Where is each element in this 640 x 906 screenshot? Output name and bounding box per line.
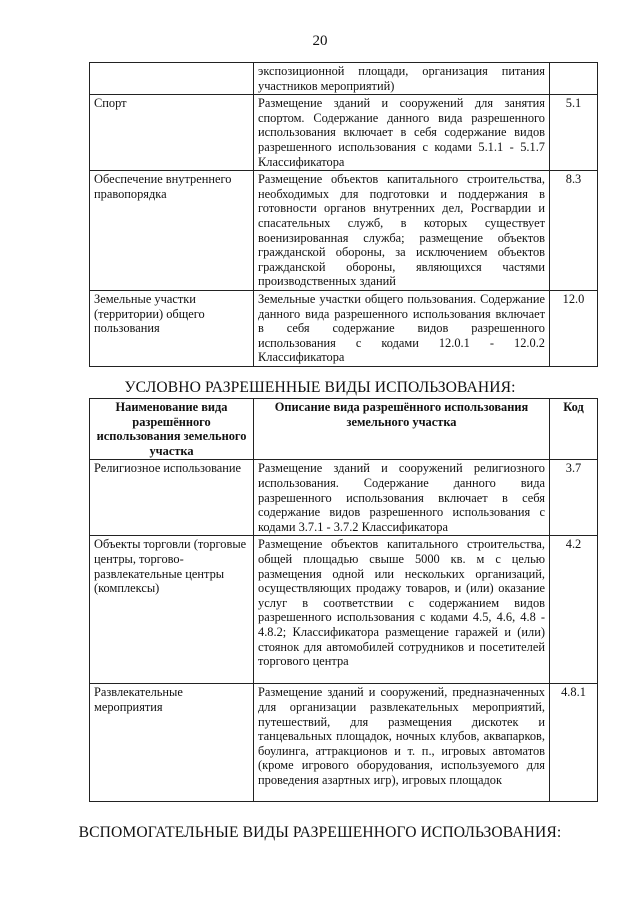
header-use-name: Наименование вида разрешённого использования земельного участка (90, 399, 254, 460)
table-row (90, 684, 598, 802)
use-code-cell: 8.3 (550, 171, 598, 291)
table-row (90, 536, 598, 684)
use-name-cell (90, 63, 254, 95)
table-row (90, 171, 598, 291)
use-code-cell: 3.7 (550, 460, 598, 536)
use-name-cell: Объекты торговли (торговые центры, торгово-развлекательные центры (комплексы) (90, 536, 254, 684)
use-name-cell: Земельные участки (территории) общего пользования (90, 290, 254, 366)
use-code-cell: 4.2 (550, 536, 598, 684)
use-code-cell: 4.8.1 (550, 684, 598, 802)
use-name-cell: Развлекательные мероприятия (90, 684, 254, 802)
use-description-cell: экспозиционной площади, организация питания участников мероприятий) (254, 63, 550, 95)
use-code-cell: 12.0 (550, 290, 598, 366)
use-description-cell: Размещение объектов капитального строительства, общей площадью свыше 5000 кв. м с целью размещения одной или нескольких организаций, осуществляющих продажу товаров, и (или) оказание услуг в соответствии с содержанием видов разрешенного использования с кодами 4.5, 4.6, 4.8 - 4.8.2; Классификатора размещение гаражей и (или) стоянок для автомобилей сотрудников и посетителей торгового центра (254, 536, 550, 684)
section-title-conditional-uses: УСЛОВНО РАЗРЕШЕННЫЕ ВИДЫ ИСПОЛЬЗОВАНИЯ: (124, 379, 516, 396)
table-row (90, 460, 598, 536)
use-name-cell: Спорт (90, 95, 254, 171)
use-description-cell: Размещение зданий и сооружений религиозного использования. Содержание данного вида разрешенного использования включает в себя содержание видов разрешенного использования с кодами 3.7.1 - 3.7.2 Классификатора (254, 460, 550, 536)
page-number: 20 (312, 33, 328, 49)
header-use-code: Код (550, 399, 598, 460)
conditional-uses-table (89, 398, 598, 802)
use-description-cell: Размещение объектов капитального строительства, необходимых для подготовки и поддержания в готовности органов внутренних дел, Росгвардии и спасательных служб, в которых существует военизированная служба; размещение объектов гражданской обороны, за исключением объектов гражданской обороны, являющихся частями производственных зданий (254, 171, 550, 291)
table-header-row (90, 399, 598, 460)
use-description-cell: Размещение зданий и сооружений, предназначенных для организации развлекательных мероприятий, путешествий, для размещения дискотек и танцевальных площадок, ночных клубов, аквапарков, боулинга, аттракционов и т. п., игровых автоматов (кроме игрового оборудования, используемого для проведения азартных игр), игровых площадок (254, 684, 550, 802)
use-description-cell: Земельные участки общего пользования. Содержание данного вида разрешенного использования включает в себя содержание видов разрешенного использования с кодами 12.0.1 - 12.0.2 Классификатора (254, 290, 550, 366)
use-name-cell: Религиозное использование (90, 460, 254, 536)
use-description-cell: Размещение зданий и сооружений для занятия спортом. Содержание данного вида разрешенного использования включает в себя содержание видов разрешенного использования с кодами 5.1.1 - 5.1.7 Классификатора (254, 95, 550, 171)
use-code-cell (550, 63, 598, 95)
table-row (90, 63, 598, 95)
header-use-description: Описание вида разрешённого использования земельного участка (254, 399, 550, 460)
use-name-cell: Обеспечение внутреннего правопорядка (90, 171, 254, 291)
use-code-cell: 5.1 (550, 95, 598, 171)
table-row (90, 290, 598, 366)
permitted-uses-table-continued (89, 62, 598, 367)
table-row (90, 95, 598, 171)
section-title-auxiliary-uses: ВСПОМОГАТЕЛЬНЫЕ ВИДЫ РАЗРЕШЕННОГО ИСПОЛЬЗОВАНИЯ: (78, 824, 562, 841)
